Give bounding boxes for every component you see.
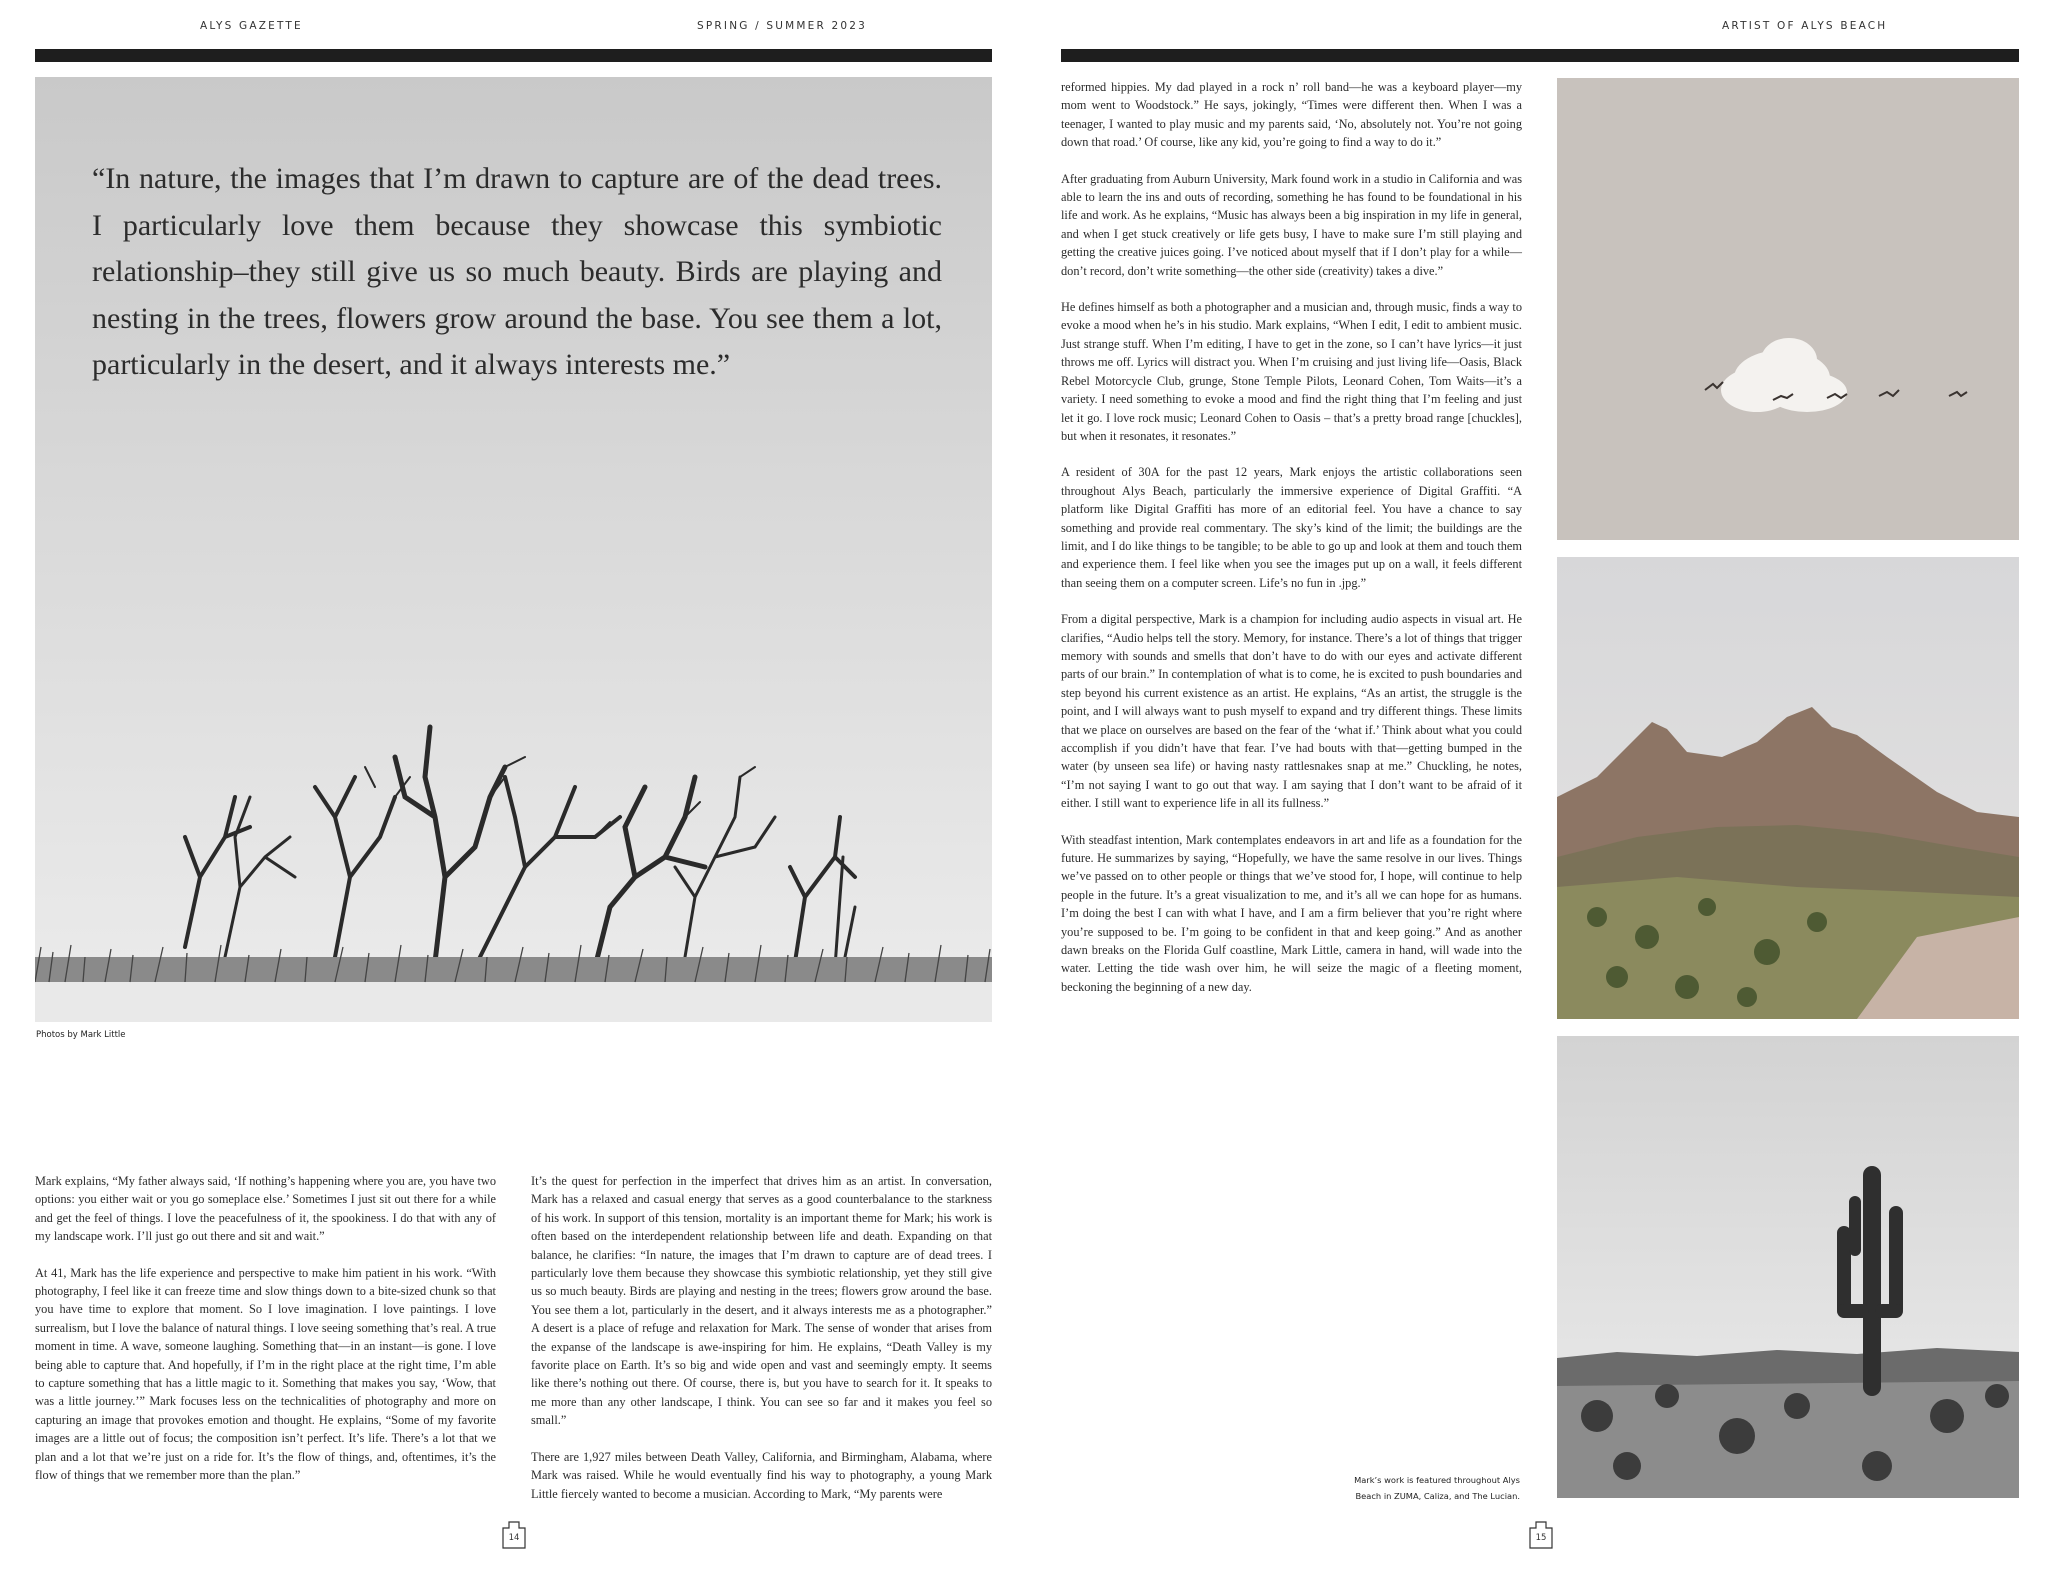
paragraph: It’s the quest for perfection in the imperfect that drives him as an artist. In conversation, Mark has a relaxed and casual energy that serves as a good counterbalance to the starkness of his work. In support of this tension, mortality is an important theme for Mark; his work is often based on the interdependent relationship between life and death. Expanding on that balance, he clarifies: “In nature, the images that I’m drawn to capture are of dead trees. I particularly love them because they showcase this symbiotic relationship, yet they still give us so much beauty. Birds are playing and nesting in the trees; flowers grow around the base. You see them a lot, particularly in the desert, and it always interests me as a photographer.” A desert is a place of refuge and relaxation for Mark. The sense of wonder that arises from the expanse of the landscape is awe-inspiring for him. He explains, “Death Valley is my favorite place on Earth. It’s so big and wide open and vast and seemingly empty. It seems like there’s nothing out there. Of course, there is, but you have to search for it. It speaks to me more than any other landscape, I think. You can see so far and it makes you feel so small.” (531, 1174, 992, 1428)
paragraph: There are 1,927 miles between Death Valley, California, and Birmingham, Alabama, where Mark was raised. While he would eventually find his way to photography, a young Mark Little fiercely wanted to become a musician. According to Mark, “My parents were (531, 1449, 992, 1501)
saguaro-photo (1557, 1036, 2019, 1498)
header-right: ARTIST OF ALYS BEACH (1722, 20, 1888, 32)
cloud-photo-icon (1557, 78, 2019, 540)
right-header-rule (1061, 49, 2019, 62)
left-header-rule (35, 49, 992, 62)
cloud-birds-photo (1557, 78, 2019, 540)
cactus-photo-icon (1557, 1036, 2019, 1498)
paragraph: Mark explains, “My father always said, ‘If nothing’s happening where you are, you have two options: you either wait or you go someplace else.’ Sometimes I just sit out there for a while and get the feel of things. I love the peacefulness of it, the spookiness. I do that with any of my landscape work. I’ll just go out there and sit and wait.” (35, 1174, 496, 1244)
left-column-2 (531, 1172, 992, 1521)
page-number-label: 14 (508, 1533, 520, 1543)
paragraph: From a digital perspective, Mark is a champion for including audio aspects in visual art. He clarifies, “Audio helps tell the story. Memory, for instance. There’s a lot of things that trigger memory with sounds and smells that don’t have to do with our eyes and activate different parts of our brain.” In contemplation of what is to come, he is excited to push boundaries and step beyond his current existence as an artist. He explains, “As an artist, the struggle is the point, and I will always want to push myself to expand and try different things. These limits that we place on ourselves are based on the fear of the ‘what if.’ Think about what you could accomplish if you didn’t have that fear. I’ve had bouts with that—getting bumped in the water (by unseen sea life) or having nasty rattlesnakes snap at me.” Chuckling, he notes, “I’m not saying I want to go out that way. I am saying that I don’t want to be afraid of it either. I still want to experience life in all its fullness.” (1061, 612, 1522, 811)
header-left: ALYS GAZETTE (200, 20, 303, 32)
paragraph: With steadfast intention, Mark contemplates endeavors in art and life as a foundation for the future. He summarizes by saying, “Hopefully, we have the same resolve in our lives. Things we’ve passed on to other people or things that we’ve stood for, I hope, will continue to help people in the future. It’s a great visualization to me, and it’s all we can hope for as humans. I’m doing the best I can with what I have, and I am a firm believer that you’re right where you’re supposed to be. I’m going to be confident in that and keep going.” And as another dawn breaks on the Florida Gulf coastline, Mark Little, camera in hand, will wade into the water. Letting the tide wash over him, he will seize the magic of a fleeting moment, beckoning the beginning of a new day. (1061, 832, 1522, 994)
mountain-photo (1557, 557, 2019, 1019)
page-number-left (499, 1520, 529, 1550)
photo-credit: Photos by Mark Little (36, 1030, 126, 1040)
paragraph: He defines himself as both a photographer and a musician and, through music, finds a way to evoke a mood when he’s in his studio. Mark explains, “When I edit, I edit to ambient music. Just strange stuff. When I’m editing, I have to get in the zone, so I can’t have lyrics—it just throws me off. Lyrics will distract you. When I’m cruising and just living life—Oasis, Black Rebel Motorcycle Club, grunge, Stone Temple Pilots, Leonard Cohen, Tom Waits—it’s a variety. I need something to evoke a mood and find the right thing that I’m feeling and just let it go. I love rock music; Leonard Cohen to Oasis – that’s a pretty broad range [chuckles], but when it resonates, it resonates.” (1061, 300, 1522, 443)
paragraph: After graduating from Auburn University, Mark found work in a studio in California and was able to learn the ins and outs of recording, something he has found to be foundational in his life and work. As he explains, “Music has always been a big inspiration in my life in general, and when I get stuck creatively or life gets busy, I have to make sure I’m still playing and getting the creative juices going. I’ve noticed about myself that if I don’t play for a while—don’t record, don’t write something—the other side (creativity) takes a dive.” (1061, 171, 1522, 278)
paragraph: At 41, Mark has the life experience and perspective to make him patient in his work. “With photography, I feel like it can freeze time and slow things down to a bite-sized chunk so that you have time to explore that moment. So I love imagination. I love paintings. I love surrealism, but I love the balance of natural things. I love seeing something that’s real. A true moment in time. A wave, someone laughing. Something that—in an instant—is gone. I love being able to capture that. And hopefully, if I’m in the right place at the right time, I’m able to capture something that has a little magic to it. Something that makes you say, ‘Wow, that was a little journey.’” Mark focuses less on the technicalities of photography and more on capturing an image that provokes emotion and thought. He explains, “Some of my favorite images are a little out of focus; the composition isn’t perfect. It’s life. There’s a lot that we plan and a lot that we’re just on a ride for. It’s the flow of things, and, oftentimes, it’s the flow of things that we remember more than the plan.” (35, 1265, 496, 1483)
page-number-label: 15 (1535, 1533, 1547, 1543)
header-center: SPRING / SUMMER 2023 (697, 20, 868, 32)
right-column (1061, 78, 1522, 1014)
paragraph: reformed hippies. My dad played in a rock n’ roll band—he was a keyboard player—my mom went to Woodstock.” He says, jokingly, “Times were different then. When I was a teenager, I wanted to play music and my parents said, ‘No, absolutely not. You’re not going down that road.’ Of course, like any kid, you’re going to find a way to do it.” (1061, 80, 1522, 150)
paragraph: A resident of 30A for the past 12 years, Mark enjoys the artistic collaborations seen throughout Alys Beach, particularly the immersive experience of Digital Graffiti. “A platform like Digital Graffiti has more of an editorial feel. You have a chance to say something and provide real commentary. The sky’s kind of the limit; the buildings are the limit, and I do like things to be tangible; to be able to go up and look at them and touch them and experience them. I feel like when you see the images put up on a wall, it feels different than seeing them on a computer screen. Life’s no fun in .jpg.” (1061, 465, 1522, 590)
page-number-right (1526, 1520, 1556, 1550)
left-column-1 (35, 1172, 496, 1503)
mountain-photo-icon (1557, 557, 2019, 1019)
photo-caption: Mark’s work is featured throughout Alys Beach in ZUMA, Caliza, and The Lucian. (1354, 1475, 1520, 1501)
pull-quote: “In nature, the images that I’m drawn to capture are of the dead trees. I particularly love them because they showcase this symbiotic relationship–they still give us so much beauty. Birds are playing and nesting in the trees, flowers grow around the base. You see them a lot, particularly in the desert, and it always interests me.” (92, 162, 942, 381)
